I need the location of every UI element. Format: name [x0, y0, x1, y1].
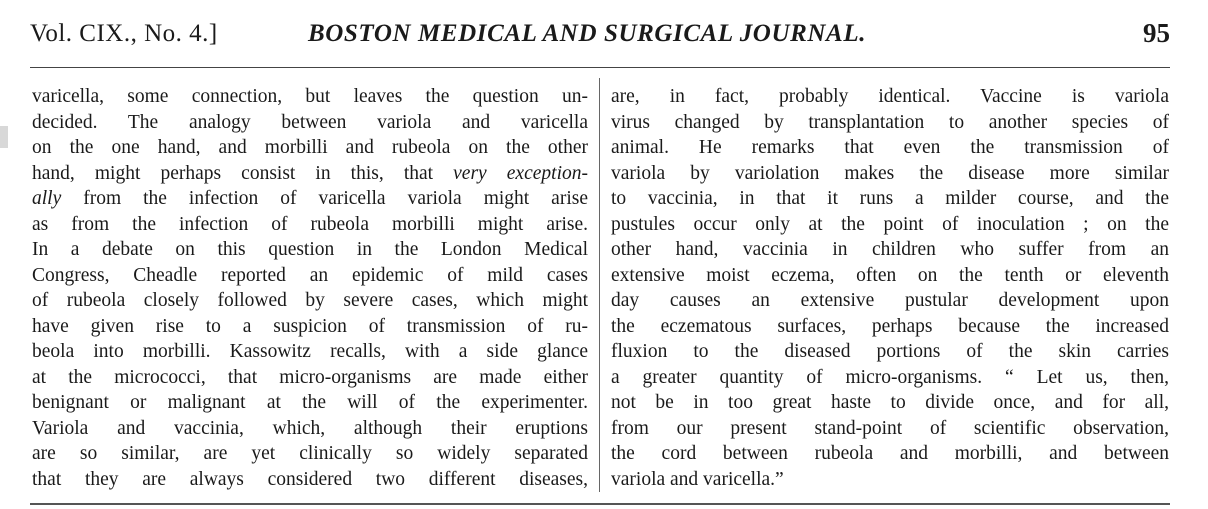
text-line: benignant or malignant at the will of the experimenter.: [32, 392, 588, 413]
text-line: as from the infection of rubeola morbilli might arise.: [32, 213, 588, 235]
text-line: are, in fact, probably identical. Vaccine is variola: [611, 86, 1169, 107]
running-header: [30, 16, 1170, 56]
bottom-rule: [30, 503, 1170, 505]
text-line: of rubeola closely followed by severe cases, which might: [32, 290, 588, 311]
text-line: varicella, some connection, but leaves the question un-: [32, 86, 588, 107]
text-line: [32, 186, 588, 212]
text-line: variola and varicella.”: [611, 468, 784, 490]
scan-edge-mark: [0, 126, 8, 148]
text-line: a greater quantity of micro-organisms. “ Let us, then,: [611, 366, 1169, 388]
text-line: decided. The analogy between variola and varicella: [32, 111, 588, 133]
text-line: variola by variolation makes the disease more similar: [611, 162, 1169, 184]
text-line: the cord between rubeola and morbilli, and between: [611, 443, 1169, 464]
text-line: virus changed by transplantation to another species of: [611, 111, 1169, 133]
right-column: [611, 84, 1169, 492]
text-line: at the micrococci, that micro-organisms are made either: [32, 366, 588, 388]
text-line: Congress, Cheadle reported an epidemic of mild cases: [32, 264, 588, 286]
text-line: other hand, vaccinia in children who suffer from an: [611, 239, 1169, 260]
text-line: In a debate on this question in the London Medical: [32, 239, 588, 260]
journal-title: BOSTON MEDICAL AND SURGICAL JOURNAL.: [308, 20, 867, 47]
volume-number: Vol. CIX., No. 4.]: [30, 20, 218, 47]
text-line: animal. He remarks that even the transmission of: [611, 137, 1169, 158]
left-column: [32, 84, 588, 492]
text-line: the eczematous surfaces, perhaps because the increased: [611, 315, 1169, 337]
italic-emphasis: ally: [32, 188, 62, 209]
page-number: 95: [1143, 18, 1170, 48]
text-line: Variola and vaccinia, which, although their eruptions: [32, 417, 588, 439]
text-line: day causes an extensive pustular development upon: [611, 290, 1169, 311]
text-span: hand, might perhaps consist in this, that: [32, 162, 454, 184]
text-line: pustules occur only at the point of inoculation ; on the: [611, 213, 1169, 235]
text-line: that they are always considered two different diseases,: [32, 468, 588, 490]
text-span: from the infection of varicella variola might arise: [61, 188, 588, 209]
text-line: from our present stand-point of scientific observation,: [611, 417, 1169, 439]
italic-emphasis: very exception-: [453, 162, 588, 184]
header-rule: [30, 67, 1170, 68]
text-line: are so similar, are yet clinically so widely separated: [32, 443, 588, 464]
text-line: have given rise to a suspicion of transmission of ru-: [32, 315, 588, 337]
column-divider: [599, 78, 600, 492]
text-line: [32, 161, 588, 187]
text-line: on the one hand, and morbilli and rubeola on the other: [32, 137, 588, 158]
text-line: to vaccinia, in that it runs a milder course, and the: [611, 188, 1169, 209]
text-line: extensive moist eczema, often on the tenth or eleventh: [611, 264, 1169, 286]
text-line: beola into morbilli. Kassowitz recalls, with a side glance: [32, 341, 588, 362]
text-line: not be in too great haste to divide once, and for all,: [611, 392, 1169, 413]
text-line: fluxion to the diseased portions of the skin carries: [611, 341, 1169, 362]
